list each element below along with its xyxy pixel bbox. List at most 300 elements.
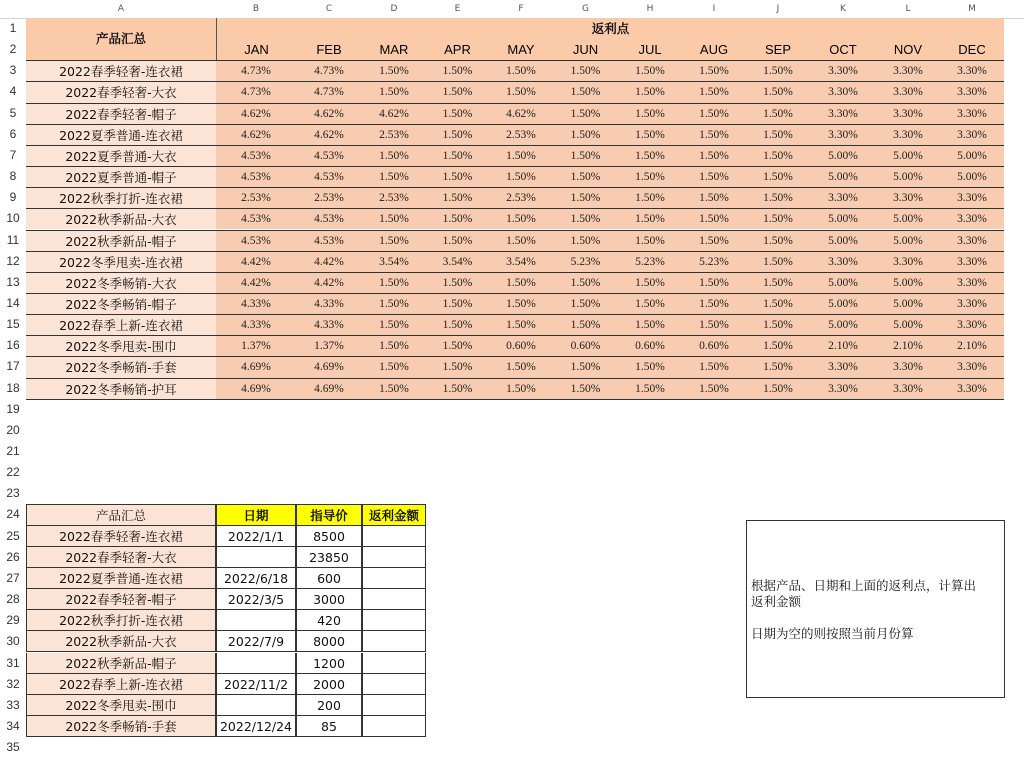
column-header-c[interactable]: C: [325, 4, 333, 14]
calc-amount-cell[interactable]: [362, 547, 426, 568]
rebate-value[interactable]: 2.53%: [362, 187, 426, 208]
rebate-value[interactable]: 4.62%: [296, 103, 362, 124]
rebate-value[interactable]: 3.30%: [876, 60, 940, 81]
rebate-value[interactable]: 0.60%: [553, 335, 618, 356]
rebate-value[interactable]: 3.30%: [940, 272, 1004, 293]
rebate-value[interactable]: 4.62%: [216, 103, 296, 124]
month-header: FEB: [296, 39, 362, 60]
rebate-value[interactable]: 4.73%: [216, 60, 296, 81]
rebate-value[interactable]: 1.50%: [489, 378, 553, 399]
rebate-value[interactable]: 3.54%: [362, 251, 426, 272]
rebate-value[interactable]: 4.53%: [216, 208, 296, 229]
rebate-value[interactable]: 1.50%: [426, 293, 489, 314]
rebate-value[interactable]: 3.30%: [810, 124, 876, 145]
rebate-value[interactable]: 1.50%: [746, 103, 810, 124]
rebate-value[interactable]: 1.50%: [426, 60, 489, 81]
rebate-value[interactable]: 1.50%: [426, 81, 489, 102]
rebate-value[interactable]: 1.50%: [489, 356, 553, 377]
rebate-value[interactable]: 3.30%: [940, 230, 1004, 251]
row-number[interactable]: 11: [6, 232, 20, 247]
row-number[interactable]: 17: [6, 359, 20, 374]
rebate-value[interactable]: 1.50%: [553, 187, 618, 208]
rebate-value[interactable]: 2.10%: [876, 335, 940, 356]
rebate-value[interactable]: 4.53%: [216, 145, 296, 166]
rebate-value[interactable]: 1.50%: [426, 314, 489, 335]
rebate-value[interactable]: 3.30%: [940, 293, 1004, 314]
calc-price-cell[interactable]: 3000: [296, 589, 362, 610]
calc-date-cell[interactable]: 2022/7/9: [216, 631, 296, 652]
row-number[interactable]: 27: [6, 570, 20, 585]
calc-product-cell[interactable]: 2022春季轻奢-帽子: [26, 589, 216, 610]
rebate-value[interactable]: 1.50%: [362, 166, 426, 187]
column-header-k[interactable]: K: [840, 4, 846, 14]
column-header-a[interactable]: A: [117, 4, 125, 14]
rebate-value[interactable]: 1.50%: [553, 60, 618, 81]
rebate-value[interactable]: 3.30%: [810, 187, 876, 208]
rebate-value[interactable]: 5.00%: [810, 230, 876, 251]
calc-product-cell[interactable]: 2022春季上新-连衣裙: [26, 674, 216, 695]
calc-date-cell[interactable]: 2022/12/24: [216, 716, 296, 737]
rebate-value[interactable]: 1.50%: [682, 187, 746, 208]
rebate-value[interactable]: 5.00%: [810, 293, 876, 314]
calc-product-cell[interactable]: 2022秋季新品-大衣: [26, 631, 216, 652]
rebate-value[interactable]: 4.62%: [489, 103, 553, 124]
rebate-value[interactable]: 1.50%: [682, 314, 746, 335]
row-number[interactable]: 22: [6, 465, 20, 480]
row-number[interactable]: 12: [6, 253, 20, 268]
rebate-value[interactable]: 1.50%: [553, 356, 618, 377]
row-number[interactable]: 35: [6, 740, 20, 755]
rebate-value[interactable]: 4.53%: [216, 230, 296, 251]
calc-amount-cell[interactable]: [362, 674, 426, 695]
rebate-value[interactable]: 1.50%: [746, 314, 810, 335]
column-header-f[interactable]: F: [518, 4, 524, 14]
rebate-value[interactable]: 1.50%: [746, 272, 810, 293]
rebate-product-name: 2022春季轻奢-大衣: [26, 81, 216, 102]
rebate-value[interactable]: 2.53%: [296, 187, 362, 208]
calc-product-cell[interactable]: 2022秋季新品-帽子: [26, 653, 216, 674]
rebate-value[interactable]: 1.50%: [746, 356, 810, 377]
rebate-value[interactable]: 0.60%: [682, 335, 746, 356]
calc-product-cell[interactable]: 2022春季轻奢-连衣裙: [26, 526, 216, 547]
row-number[interactable]: 4: [9, 84, 17, 99]
month-header: OCT: [810, 39, 876, 60]
rebate-value[interactable]: 3.30%: [876, 124, 940, 145]
rebate-value[interactable]: 3.30%: [876, 103, 940, 124]
rebate-product-name: 2022秋季新品-大衣: [26, 208, 216, 229]
instruction-textbox[interactable]: [746, 520, 1005, 698]
rebate-value[interactable]: 5.00%: [810, 272, 876, 293]
rebate-value[interactable]: 1.50%: [746, 124, 810, 145]
calc-date-cell[interactable]: 2022/1/1: [216, 526, 296, 547]
rebate-value[interactable]: 1.50%: [553, 145, 618, 166]
rebate-value[interactable]: 5.00%: [876, 314, 940, 335]
header-product: 产品汇总: [26, 18, 216, 60]
column-header-bar: [0, 0, 1024, 19]
rebate-value[interactable]: 1.50%: [618, 60, 682, 81]
rebate-value[interactable]: 3.30%: [876, 356, 940, 377]
rebate-value[interactable]: 1.50%: [618, 378, 682, 399]
row-number[interactable]: 33: [6, 697, 20, 712]
calc-product-cell[interactable]: 2022冬季畅销-手套: [26, 716, 216, 737]
rebate-value[interactable]: 4.69%: [296, 356, 362, 377]
rebate-value[interactable]: 5.00%: [876, 293, 940, 314]
rebate-value[interactable]: 1.50%: [489, 166, 553, 187]
rebate-value[interactable]: 1.50%: [618, 208, 682, 229]
rebate-value[interactable]: 4.73%: [216, 81, 296, 102]
rebate-value[interactable]: 1.50%: [682, 60, 746, 81]
rebate-value[interactable]: 1.50%: [746, 60, 810, 81]
rebate-value[interactable]: 4.53%: [296, 145, 362, 166]
calc-price-cell[interactable]: 23850: [296, 547, 362, 568]
calc-product-cell[interactable]: 2022春季轻奢-大衣: [26, 547, 216, 568]
rebate-value[interactable]: 1.50%: [362, 314, 426, 335]
row-number[interactable]: 31: [6, 655, 20, 670]
rebate-value[interactable]: 1.50%: [426, 166, 489, 187]
rebate-value[interactable]: 5.00%: [810, 208, 876, 229]
rebate-value[interactable]: 2.53%: [362, 124, 426, 145]
rebate-product-name: 2022冬季畅销-手套: [26, 356, 216, 377]
row-number[interactable]: 34: [6, 718, 20, 733]
rebate-value[interactable]: 1.50%: [682, 103, 746, 124]
calc-price-cell[interactable]: 8000: [296, 631, 362, 652]
rebate-value[interactable]: 3.30%: [876, 378, 940, 399]
rebate-value[interactable]: 1.50%: [426, 208, 489, 229]
rebate-value[interactable]: 3.30%: [810, 378, 876, 399]
row-number[interactable]: 24: [6, 507, 20, 522]
rebate-value[interactable]: 1.50%: [426, 335, 489, 356]
row-number[interactable]: 9: [9, 190, 17, 205]
rebate-value[interactable]: 1.37%: [216, 335, 296, 356]
rebate-value[interactable]: 2.10%: [940, 335, 1004, 356]
rebate-value[interactable]: 1.50%: [746, 166, 810, 187]
rebate-value[interactable]: 1.50%: [682, 378, 746, 399]
rebate-value[interactable]: 4.33%: [296, 314, 362, 335]
calc-price-cell[interactable]: 600: [296, 568, 362, 589]
rebate-value[interactable]: 1.50%: [746, 81, 810, 102]
calc-amount-cell[interactable]: [362, 526, 426, 547]
row-number[interactable]: 13: [6, 274, 20, 289]
rebate-value[interactable]: 4.62%: [362, 103, 426, 124]
rebate-value[interactable]: 1.50%: [746, 230, 810, 251]
rebate-value[interactable]: 1.50%: [362, 60, 426, 81]
row-number[interactable]: 19: [6, 401, 20, 416]
rebate-value[interactable]: 4.69%: [216, 356, 296, 377]
note-line-2: 返利金额: [751, 594, 802, 609]
month-header: MAR: [362, 39, 426, 60]
rebate-value[interactable]: 3.30%: [876, 251, 940, 272]
rebate-value[interactable]: 4.33%: [216, 293, 296, 314]
rebate-value[interactable]: 1.50%: [682, 166, 746, 187]
rebate-product-name: 2022冬季畅销-护耳: [26, 378, 216, 399]
calc-date-cell[interactable]: 2022/11/2: [216, 674, 296, 695]
rebate-value[interactable]: 3.30%: [940, 60, 1004, 81]
rebate-value[interactable]: 1.50%: [362, 356, 426, 377]
calc-price-cell[interactable]: 85: [296, 716, 362, 737]
rebate-value[interactable]: 1.50%: [682, 356, 746, 377]
row-number[interactable]: 20: [6, 422, 20, 437]
column-header-b[interactable]: B: [252, 4, 260, 14]
rebate-value[interactable]: 5.00%: [810, 145, 876, 166]
rebate-value[interactable]: 3.54%: [489, 251, 553, 272]
rebate-value[interactable]: 3.30%: [810, 103, 876, 124]
rebate-value[interactable]: 1.50%: [362, 335, 426, 356]
rebate-value[interactable]: 1.50%: [426, 356, 489, 377]
rebate-value[interactable]: 3.30%: [876, 187, 940, 208]
rebate-value[interactable]: 4.53%: [296, 230, 362, 251]
rebate-value[interactable]: 2.10%: [810, 335, 876, 356]
rebate-value[interactable]: 1.50%: [618, 230, 682, 251]
rebate-value[interactable]: 1.50%: [489, 145, 553, 166]
rebate-value[interactable]: 1.50%: [682, 145, 746, 166]
calc-product-cell[interactable]: 2022秋季打折-连衣裙: [26, 610, 216, 631]
column-header-e[interactable]: E: [454, 4, 461, 14]
rebate-value[interactable]: 1.50%: [489, 293, 553, 314]
calc-header: 日期: [216, 504, 296, 525]
calc-date-cell[interactable]: [216, 610, 296, 631]
row-number[interactable]: 2: [9, 42, 17, 57]
rebate-value[interactable]: 1.50%: [618, 145, 682, 166]
rebate-value[interactable]: 3.30%: [940, 81, 1004, 102]
rebate-value[interactable]: 4.42%: [216, 272, 296, 293]
calc-price-cell[interactable]: 200: [296, 695, 362, 716]
rebate-value[interactable]: 0.60%: [618, 335, 682, 356]
rebate-value[interactable]: 1.50%: [682, 230, 746, 251]
rebate-value[interactable]: 1.50%: [618, 187, 682, 208]
rebate-value[interactable]: 3.30%: [940, 208, 1004, 229]
rebate-value[interactable]: 1.50%: [746, 251, 810, 272]
rebate-value[interactable]: 4.53%: [296, 208, 362, 229]
rebate-product-name: 2022春季轻奢-帽子: [26, 103, 216, 124]
rebate-value[interactable]: 3.30%: [810, 356, 876, 377]
row-number[interactable]: 25: [6, 528, 20, 543]
rebate-value[interactable]: 2.53%: [216, 187, 296, 208]
rebate-value[interactable]: 4.42%: [296, 272, 362, 293]
calc-amount-cell[interactable]: [362, 716, 426, 737]
rebate-value[interactable]: 1.50%: [426, 145, 489, 166]
rebate-value[interactable]: 1.50%: [553, 272, 618, 293]
row-number[interactable]: 15: [6, 317, 20, 332]
rebate-product-name: 2022秋季新品-帽子: [26, 230, 216, 251]
rebate-value[interactable]: 1.50%: [682, 124, 746, 145]
rebate-value[interactable]: 3.30%: [810, 81, 876, 102]
rebate-value[interactable]: 0.60%: [489, 335, 553, 356]
row-number[interactable]: 1: [9, 21, 17, 35]
rebate-value[interactable]: 5.00%: [940, 145, 1004, 166]
rebate-value[interactable]: 1.50%: [362, 293, 426, 314]
rebate-value[interactable]: 4.42%: [296, 251, 362, 272]
row-number[interactable]: 30: [6, 634, 20, 649]
rebate-value[interactable]: 4.73%: [296, 81, 362, 102]
rebate-value[interactable]: 1.50%: [618, 124, 682, 145]
rebate-value[interactable]: 1.50%: [426, 272, 489, 293]
calc-amount-cell[interactable]: [362, 695, 426, 716]
column-header-d[interactable]: D: [390, 4, 398, 14]
rebate-value[interactable]: 1.50%: [426, 230, 489, 251]
calc-price-cell[interactable]: 1200: [296, 653, 362, 674]
calc-price-cell[interactable]: 2000: [296, 674, 362, 695]
calc-date-cell[interactable]: [216, 547, 296, 568]
rebate-value[interactable]: 1.50%: [682, 272, 746, 293]
rebate-value[interactable]: 1.50%: [553, 378, 618, 399]
rebate-value[interactable]: 1.50%: [618, 166, 682, 187]
rebate-value[interactable]: 4.53%: [296, 166, 362, 187]
rebate-value[interactable]: 4.33%: [296, 293, 362, 314]
row-number[interactable]: 28: [6, 592, 20, 607]
row-number[interactable]: 18: [6, 380, 20, 395]
rebate-value[interactable]: 3.30%: [940, 378, 1004, 399]
rebate-value[interactable]: 1.50%: [618, 103, 682, 124]
rebate-value[interactable]: 1.50%: [553, 81, 618, 102]
calc-price-cell[interactable]: 420: [296, 610, 362, 631]
rebate-value[interactable]: 1.50%: [362, 145, 426, 166]
rebate-value[interactable]: 1.50%: [426, 124, 489, 145]
rebate-value[interactable]: 2.53%: [489, 124, 553, 145]
column-header-g[interactable]: G: [582, 4, 589, 14]
row-number[interactable]: 16: [6, 338, 20, 353]
column-header-h[interactable]: H: [646, 4, 654, 14]
calc-amount-cell[interactable]: [362, 568, 426, 589]
rebate-value[interactable]: 1.50%: [618, 356, 682, 377]
rebate-value[interactable]: 5.00%: [876, 166, 940, 187]
calc-date-cell[interactable]: [216, 695, 296, 716]
rebate-product-name: 2022春季轻奢-连衣裙: [26, 60, 216, 81]
calc-product-cell[interactable]: 2022夏季普通-连衣裙: [26, 568, 216, 589]
rebate-value[interactable]: 1.50%: [489, 314, 553, 335]
row-number[interactable]: 32: [6, 676, 20, 691]
rebate-value[interactable]: 1.50%: [489, 230, 553, 251]
rebate-value[interactable]: 4.42%: [216, 251, 296, 272]
rebate-value[interactable]: 5.23%: [553, 251, 618, 272]
rebate-value[interactable]: 5.00%: [810, 314, 876, 335]
rebate-product-name: 2022冬季畅销-帽子: [26, 293, 216, 314]
rebate-value[interactable]: 1.50%: [746, 145, 810, 166]
rebate-value[interactable]: 1.50%: [682, 81, 746, 102]
row-number[interactable]: 3: [9, 63, 17, 78]
rebate-value[interactable]: 1.50%: [553, 208, 618, 229]
row-number[interactable]: 10: [6, 211, 20, 226]
row-number[interactable]: 6: [9, 126, 17, 141]
rebate-value[interactable]: 1.50%: [426, 103, 489, 124]
rebate-value[interactable]: 1.50%: [553, 314, 618, 335]
rebate-value[interactable]: 1.50%: [682, 293, 746, 314]
rebate-value[interactable]: 1.50%: [362, 81, 426, 102]
rebate-value[interactable]: 4.53%: [216, 166, 296, 187]
calc-amount-cell[interactable]: [362, 589, 426, 610]
rebate-value[interactable]: 1.50%: [746, 293, 810, 314]
rebate-value[interactable]: 3.30%: [940, 356, 1004, 377]
rebate-product-name: 2022春季上新-连衣裙: [26, 314, 216, 335]
rebate-value[interactable]: 5.00%: [940, 166, 1004, 187]
rebate-value[interactable]: 2.53%: [489, 187, 553, 208]
month-header: SEP: [746, 39, 810, 60]
row-number[interactable]: 7: [9, 147, 17, 162]
calc-date-cell[interactable]: 2022/6/18: [216, 568, 296, 589]
rebate-value[interactable]: 1.50%: [553, 293, 618, 314]
rebate-value[interactable]: 1.50%: [553, 166, 618, 187]
rebate-value[interactable]: 5.00%: [876, 145, 940, 166]
rebate-value[interactable]: 1.50%: [362, 272, 426, 293]
rebate-value[interactable]: 3.54%: [426, 251, 489, 272]
calc-amount-cell[interactable]: [362, 653, 426, 674]
row-number[interactable]: 26: [6, 549, 20, 564]
calc-product-cell[interactable]: 2022冬季甩卖-围巾: [26, 695, 216, 716]
column-header-i[interactable]: I: [712, 4, 716, 14]
rebate-value[interactable]: 3.30%: [940, 103, 1004, 124]
row-number[interactable]: 23: [6, 486, 20, 501]
rebate-value[interactable]: 5.00%: [876, 272, 940, 293]
rebate-value[interactable]: 3.30%: [940, 251, 1004, 272]
rebate-value[interactable]: 1.50%: [489, 208, 553, 229]
row-number[interactable]: 5: [9, 105, 17, 120]
calc-price-cell[interactable]: 8500: [296, 526, 362, 547]
rebate-value[interactable]: 4.62%: [216, 124, 296, 145]
rebate-value[interactable]: 5.23%: [618, 251, 682, 272]
row-number[interactable]: 8: [9, 169, 17, 184]
rebate-value[interactable]: 1.50%: [553, 124, 618, 145]
rebate-value[interactable]: 1.50%: [553, 103, 618, 124]
rebate-value[interactable]: 4.69%: [216, 378, 296, 399]
rebate-value[interactable]: 1.50%: [426, 378, 489, 399]
rebate-value[interactable]: 4.33%: [216, 314, 296, 335]
rebate-value[interactable]: 3.30%: [876, 81, 940, 102]
rebate-value[interactable]: 1.50%: [618, 81, 682, 102]
rebate-value[interactable]: 4.62%: [296, 124, 362, 145]
rebate-value[interactable]: 5.00%: [810, 166, 876, 187]
month-header: JUN: [553, 39, 618, 60]
rebate-value[interactable]: 1.50%: [362, 378, 426, 399]
rebate-value[interactable]: 1.50%: [362, 230, 426, 251]
rebate-value[interactable]: 4.69%: [296, 378, 362, 399]
rebate-value[interactable]: 1.50%: [746, 208, 810, 229]
rebate-value[interactable]: 3.30%: [810, 251, 876, 272]
rebate-value[interactable]: 5.23%: [682, 251, 746, 272]
rebate-value[interactable]: 1.37%: [296, 335, 362, 356]
column-header-j[interactable]: J: [776, 4, 780, 14]
rebate-value[interactable]: 1.50%: [618, 314, 682, 335]
rebate-value[interactable]: 1.50%: [426, 187, 489, 208]
rebate-value[interactable]: 3.30%: [940, 314, 1004, 335]
rebate-value[interactable]: 1.50%: [746, 378, 810, 399]
column-header-l[interactable]: L: [905, 4, 911, 14]
calc-amount-cell[interactable]: [362, 631, 426, 652]
rebate-product-name: 2022冬季甩卖-连衣裙: [26, 251, 216, 272]
rebate-value[interactable]: 1.50%: [489, 272, 553, 293]
rebate-value[interactable]: 1.50%: [618, 272, 682, 293]
rebate-value[interactable]: 1.50%: [682, 208, 746, 229]
column-header-m[interactable]: M: [968, 4, 976, 14]
rebate-value[interactable]: 1.50%: [489, 60, 553, 81]
rebate-value[interactable]: 5.00%: [876, 230, 940, 251]
rebate-value[interactable]: 1.50%: [618, 293, 682, 314]
row-number[interactable]: 29: [6, 613, 20, 628]
rebate-value[interactable]: 1.50%: [746, 187, 810, 208]
rebate-value[interactable]: 5.00%: [876, 208, 940, 229]
rebate-value[interactable]: 1.50%: [362, 208, 426, 229]
rebate-value[interactable]: 4.73%: [296, 60, 362, 81]
row-number[interactable]: 14: [6, 295, 20, 310]
rebate-value[interactable]: 1.50%: [489, 81, 553, 102]
rebate-value[interactable]: 3.30%: [810, 60, 876, 81]
calc-date-cell[interactable]: 2022/3/5: [216, 589, 296, 610]
rebate-value[interactable]: 3.30%: [940, 124, 1004, 145]
rebate-value[interactable]: 1.50%: [553, 230, 618, 251]
calc-date-cell[interactable]: [216, 653, 296, 674]
rebate-value[interactable]: 3.30%: [940, 187, 1004, 208]
rebate-value[interactable]: 1.50%: [746, 335, 810, 356]
calc-amount-cell[interactable]: [362, 610, 426, 631]
row-number[interactable]: 21: [6, 444, 20, 458]
